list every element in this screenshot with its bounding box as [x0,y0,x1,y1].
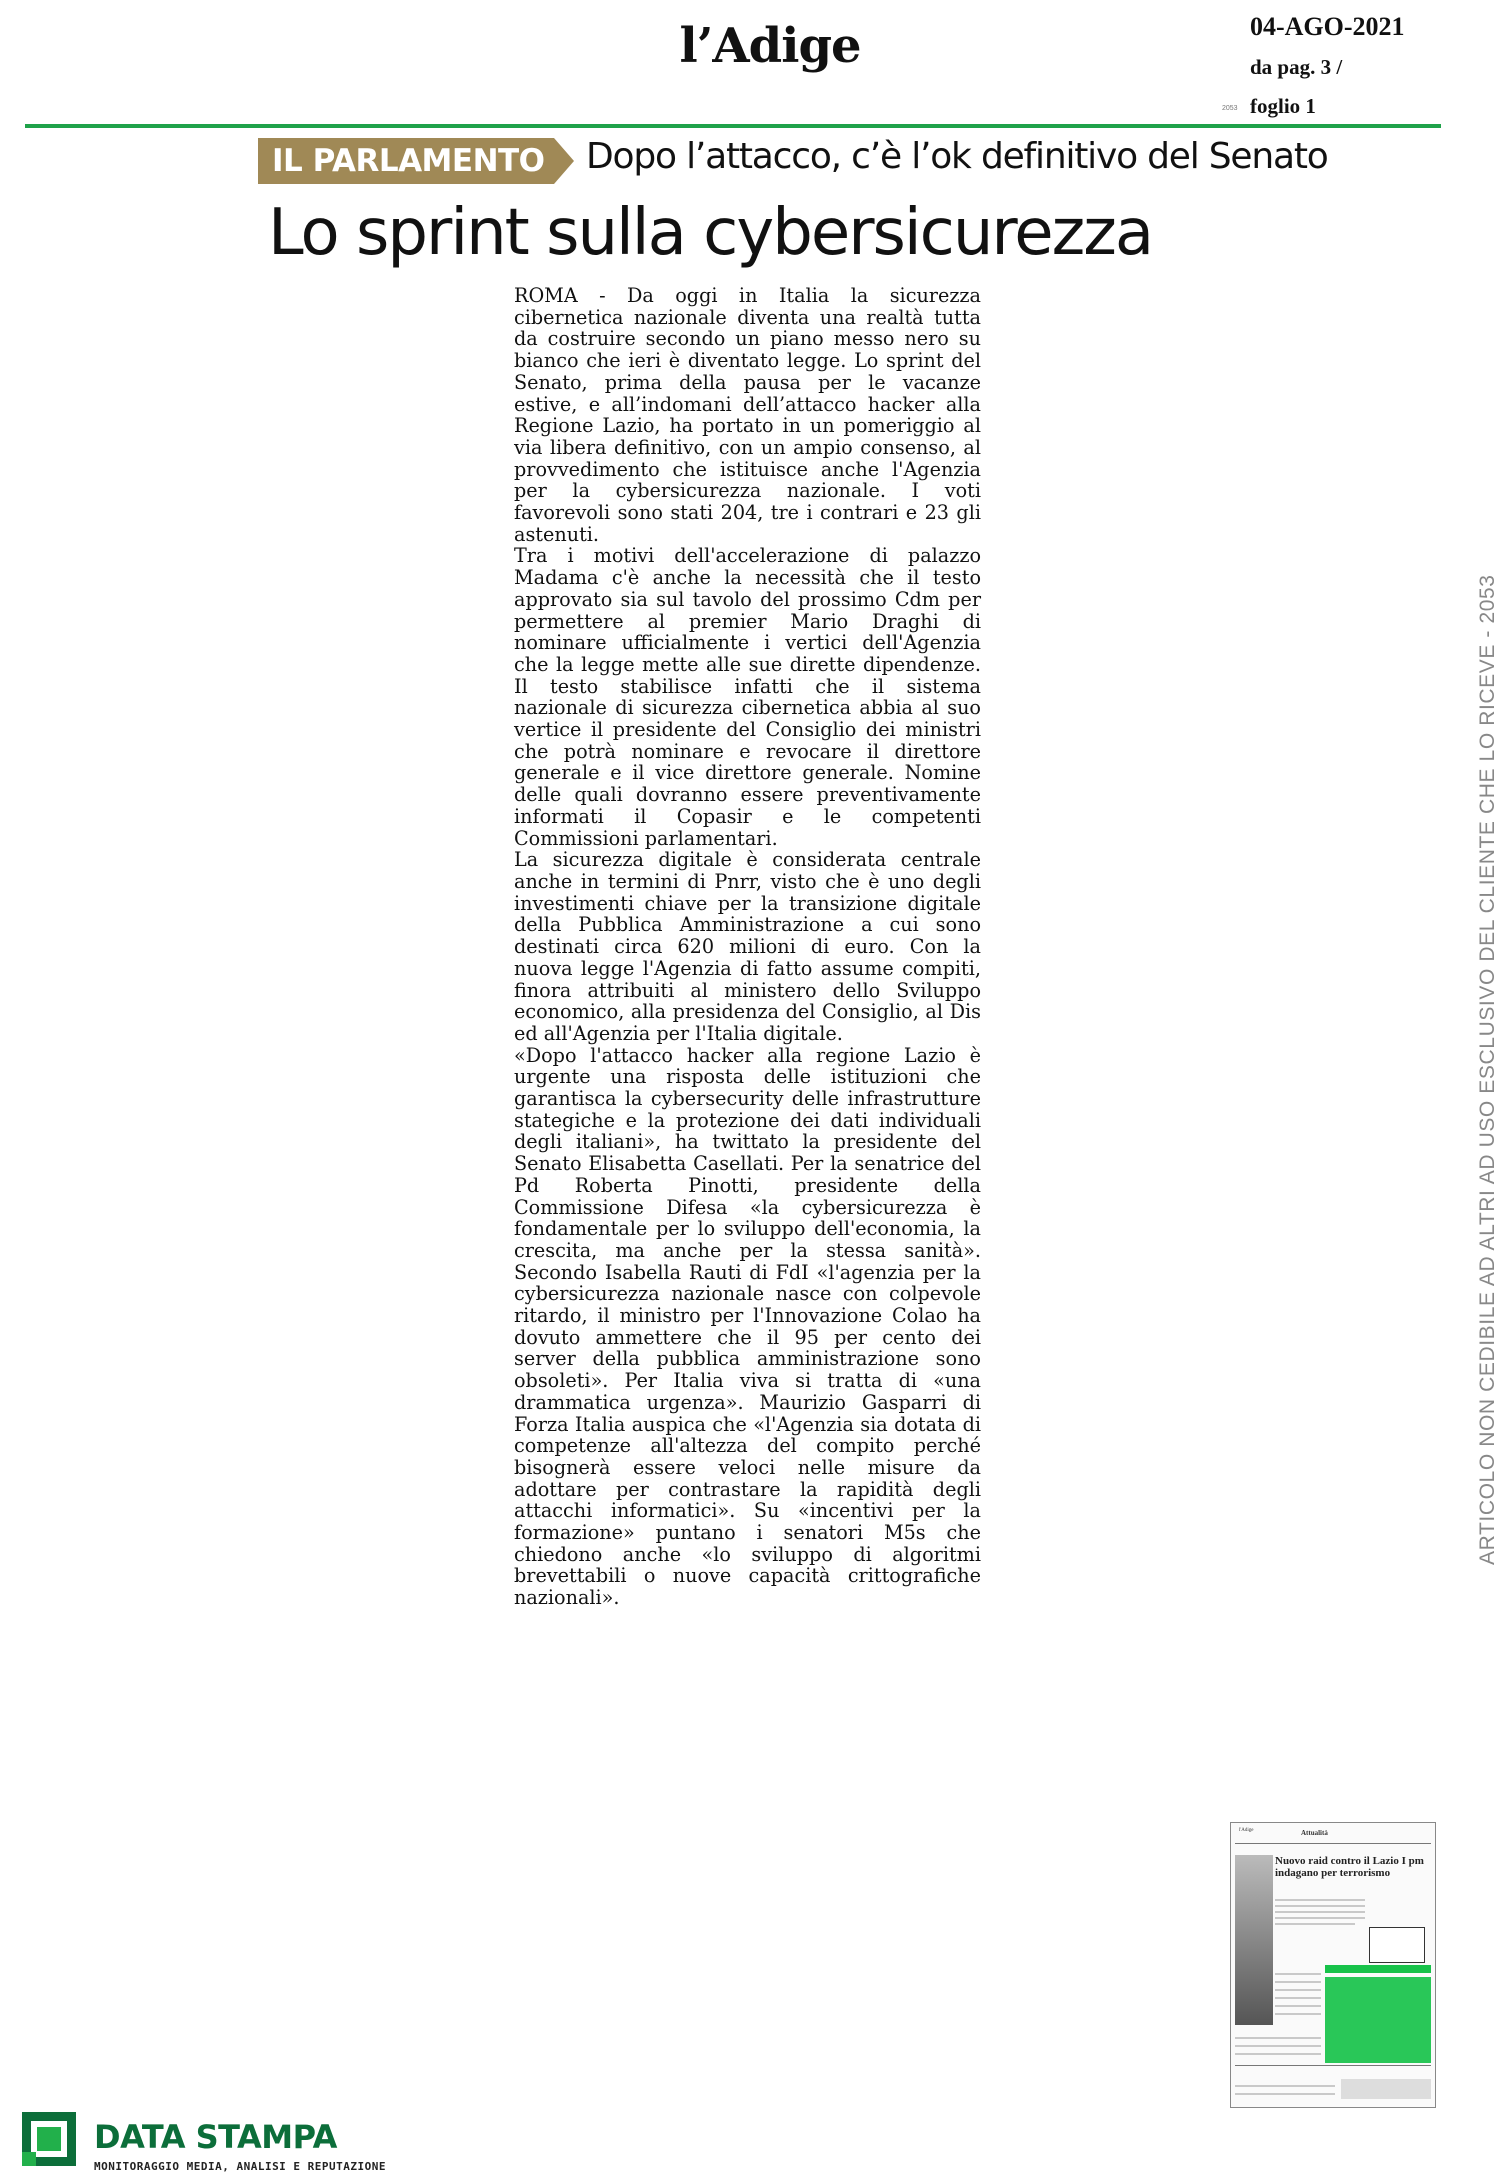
thumbnail-inset-box [1369,1927,1425,1963]
section-tag-arrow-icon [554,138,574,184]
logo-name: DATA STAMPA [94,2118,337,2156]
thumbnail-rule [1235,1843,1431,1844]
page-thumbnail[interactable] [1230,1822,1436,2108]
client-code: 2053 [1222,105,1238,112]
header-divider [25,124,1441,128]
article-paragraph: La sicurezza digitale è considerata centrale anche in termini di Pnrr, visto che è uno degli investimenti chiave per la transizione digitale della Pubblica Amministrazione a cui sono destinati circa 620 milioni di euro. Con la nuova legge l'Agenzia di fatto assume compiti, finora attribuiti al ministero dello Sviluppo economico, alla presidenza del Consiglio, al Dis ed all'Agenzia per l'Italia digitale. [514,848,981,1045]
sheet-number: foglio 1 [1250,94,1316,118]
copyright-disclaimer: ARTICOLO NON CEDIBILE AD ALTRI AD USO ESCLUSIVO DEL CLIENTE CHE LO RICEVE - 2053 [1476,574,1499,1565]
article-paragraph: Tra i motivi dell'accelerazione di palazzo Madama c'è anche la necessità che il testo approvato sia sul tavolo del prossimo Cdm per permettere al premier Mario Draghi di nominare ufficialmente i vertici dell'Agenzia che la legge mette alle sue dirette dipendenze. Il testo stabilisce infatti che il sistema nazionale di sicurezza cibernetica abbia al suo vertice il presidente del Consiglio dei ministri che potrà nominare e revocare il direttore generale e il vice direttore generale. Nomine delle quali dovranno essere preventivamente informati il Copasir e le competenti Commissioni parlamentari. [514,544,981,850]
masthead: l’Adige [679,18,861,74]
page-reference: da pag. 3 / [1250,55,1343,79]
thumbnail-masthead: l'Adige [1239,1828,1254,1833]
thumbnail-headline: Nuovo raid contro il Lazio I pm indagano per terrorismo [1275,1855,1424,1879]
thumbnail-highlight-bar [1325,1965,1431,1973]
thumbnail-photo [1235,1855,1273,2025]
article-body [514,285,981,1609]
article-kicker: Dopo l’attacco, c’è l’ok definitivo del Senato [586,136,1328,177]
section-tag: IL PARLAMENTO [258,138,554,184]
article-headline: Lo sprint sulla cybersicurezza [268,196,1153,270]
thumbnail-section: Attualità [1301,1829,1328,1837]
article-paragraph: «Dopo l'attacco hacker alla regione Lazio è urgente una risposta delle istituzioni che garantisca la cybersecurity delle infrastrutture stategiche e la protezione dei dati individuali degli italiani», ha twittato la presidente del Senato Elisabetta Casellati. Per la senatrice del Pd Roberta Pinotti, presidente della Commissione Difesa «la cybersicurezza è fondamentale per lo sviluppo dell'economia, la crescita, ma anche per la stessa sanità». Secondo Isabella Rauti di FdI «l'agenzia per la cybersicurezza nazionale nasce con colpevole ritardo, il ministro per l'Innovazione Colao ha dovuto ammettere che il 95 per cento dei server della pubblica amministrazione sono obsoleti». Per Italia viva si tratta di «una drammatica urgenza». Maurizio Gasparri di Forza Italia auspica che «l'Agenzia sia dotata di competenze all'altezza del compito perché bisognerà essere veloci nelle misure da adottare per contrastare la rapidità degli attacchi informatici». Su «incentivi per la formazione» puntano i senatori M5s che chiedono anche «lo sviluppo di algoritmi brevettabili o nuove capacità crittografiche nazionali». [514,1043,981,1610]
data-stampa-logo-icon [22,2112,76,2166]
logo-tagline: MONITORAGGIO MEDIA, ANALISI E REPUTAZIONE [94,2160,387,2173]
thumbnail-highlight-article [1325,1977,1431,2063]
publication-date: 04-AGO-2021 [1250,12,1405,41]
article-paragraph: ROMA - Da oggi in Italia la sicurezza cibernetica nazionale diventa una realtà tutta da costruire secondo un piano messo nero su bianco che ieri è diventato legge. Lo sprint del Senato, prima della pausa per le vacanze estive, e all’indomani dell’attacco hacker alla Regione Lazio, ha portato in un pomeriggio al via libera definitivo, con un ampio consenso, al provvedimento che istituisce anche l'Agenzia per la cybersicurezza nazionale. I voti favorevoli sono stati 204, tre i contrari e 23 gli astenuti. [514,284,981,546]
